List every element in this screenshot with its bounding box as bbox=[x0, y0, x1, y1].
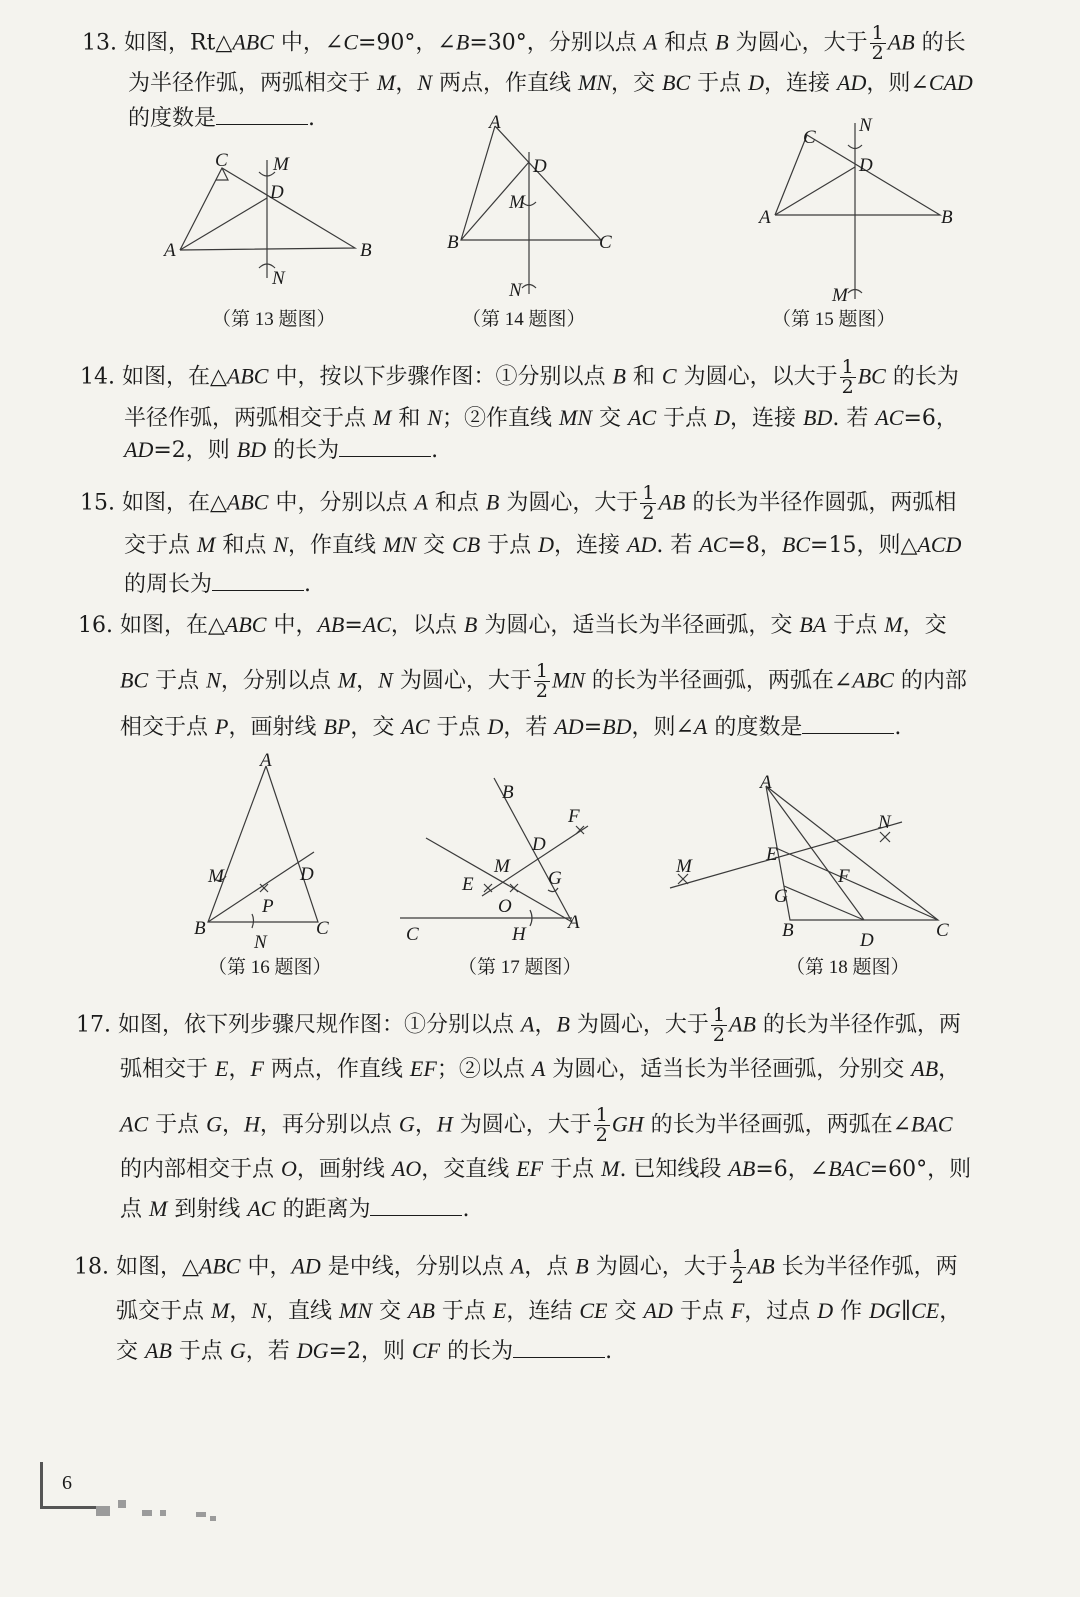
label-N: N bbox=[859, 115, 872, 136]
figure-14 bbox=[445, 112, 625, 307]
q14-line-1: 14. 如图，在△ABC 中，按以下步骤作图：①分别以点 B 和 C 为圆心，以大于 $\frac{1}{2}$ BC 的长为 bbox=[80, 356, 959, 398]
caption-fig-18: （第 18 题图） bbox=[786, 957, 910, 978]
caption-fig-13: （第 13 题图） bbox=[212, 309, 336, 330]
label-F: F bbox=[568, 806, 580, 827]
caption-fig-17: （第 17 题图） bbox=[458, 957, 582, 978]
figure-17 bbox=[400, 770, 620, 950]
label-N: N bbox=[878, 812, 891, 833]
label-C: C bbox=[599, 232, 612, 253]
fraction-half: $\frac{1}{2}$ bbox=[535, 660, 548, 702]
caption-fig-16: （第 16 题图） bbox=[208, 957, 332, 978]
label-G: G bbox=[548, 868, 562, 889]
figure-16 bbox=[190, 750, 350, 955]
label-N: N bbox=[254, 932, 267, 953]
fraction-half: $\frac{1}{2}$ bbox=[731, 1246, 744, 1288]
fraction-half: $\frac{1}{2}$ bbox=[712, 1004, 725, 1046]
caption-fig-14: （第 14 题图） bbox=[462, 309, 586, 330]
q16-line-1: 16. 如图，在△ABC 中，AB=AC，以点 B 为圆心，适当长为半径画弧，交 BA 于点 M，交 bbox=[78, 612, 947, 638]
q14-line-2: 半径作弧，两弧相交于点 M 和 N；②作直线 MN 交 AC 于点 D，连接 BD. 若 AC=6， bbox=[124, 405, 958, 431]
figure-13 bbox=[160, 150, 380, 290]
label-C: C bbox=[215, 150, 228, 171]
label-D: D bbox=[270, 182, 284, 203]
label-E: E bbox=[462, 874, 474, 895]
q18-line-2: 弧交于点 M，N，直线 MN 交 AB 于点 E，连结 CE 交 AD 于点 F，过点 D 作 DG∥CE， bbox=[116, 1298, 962, 1324]
q17-line-5: 点 M 到射线 AC 的距离为 . bbox=[120, 1196, 470, 1222]
q14-line-3: AD=2，则 BD 的长为 . bbox=[124, 437, 439, 463]
label-M: M bbox=[273, 154, 289, 175]
q17-line-2: 弧相交于 E，F 两点，作直线 EF；②以点 A 为圆心，适当长为半径画弧，分别交 AB， bbox=[120, 1056, 961, 1082]
label-E: E bbox=[766, 844, 778, 865]
label-N: N bbox=[272, 268, 285, 289]
q17-line-4: 的内部相交于点 O，画射线 AO，交直线 EF 于点 M. 已知线段 AB=6，∠BAC=60°，则 bbox=[120, 1156, 972, 1182]
label-M: M bbox=[832, 285, 848, 306]
answer-blank-14 bbox=[339, 436, 431, 457]
label-H: H bbox=[512, 924, 526, 945]
q16-line-3: 相交于点 P，画射线 BP，交 AC 于点 D，若 AD=BD，则∠A 的度数是 . bbox=[120, 714, 902, 740]
label-A: A bbox=[489, 112, 501, 133]
page-number: 6 bbox=[62, 1472, 72, 1494]
label-B: B bbox=[502, 782, 514, 803]
answer-blank-18 bbox=[513, 1337, 605, 1358]
q15-line-3: 的周长为 . bbox=[124, 572, 312, 597]
figure-15 bbox=[755, 115, 975, 305]
q13-line-1: 13. 如图，Rt△ABC 中，∠C=90°，∠B=30°，分别以点 A 和点 B 为圆心，大于 $\frac{1}{2}$ AB 的长 bbox=[82, 22, 966, 64]
answer-blank-16 bbox=[802, 713, 894, 734]
label-M: M bbox=[494, 856, 510, 877]
label-C: C bbox=[406, 924, 419, 945]
fraction-half: $\frac{1}{2}$ bbox=[871, 22, 884, 64]
label-P: P bbox=[262, 896, 274, 917]
figure-18 bbox=[660, 770, 960, 950]
q16-line-2: BC 于点 N，分别以点 M，N 为圆心，大于 $\frac{1}{2}$ MN 的长为半径画弧，两弧在∠ABC 的内部 bbox=[120, 660, 967, 702]
label-M: M bbox=[509, 192, 525, 213]
q17-line-1: 17. 如图，依下列步骤尺规作图：①分别以点 A，B 为圆心，大于 $\frac{1}{2}$ AB 的长为半径作弧，两 bbox=[76, 1004, 961, 1046]
fraction-half: $\frac{1}{2}$ bbox=[841, 356, 854, 398]
q18-line-1: 18. 如图，△ABC 中，AD 是中线，分别以点 A，点 B 为圆心，大于 $\frac{1}{2}$ AB 长为半径作弧，两 bbox=[74, 1246, 958, 1288]
label-D: D bbox=[300, 864, 314, 885]
label-A: A bbox=[260, 750, 272, 771]
label-A: A bbox=[568, 912, 580, 933]
label-C: C bbox=[936, 920, 949, 941]
label-M: M bbox=[676, 856, 692, 877]
label-D: D bbox=[859, 155, 873, 176]
label-F: F bbox=[838, 866, 850, 887]
label-N: N bbox=[509, 280, 522, 301]
fraction-half: $\frac{1}{2}$ bbox=[642, 482, 655, 524]
label-C: C bbox=[803, 127, 816, 148]
label-D: D bbox=[533, 156, 547, 177]
footer-decoration bbox=[96, 1500, 226, 1530]
label-D: D bbox=[860, 930, 874, 951]
label-B: B bbox=[360, 240, 372, 261]
q18-line-3: 交 AB 于点 G，若 DG=2，则 CF 的长为 . bbox=[116, 1338, 613, 1364]
label-B: B bbox=[941, 207, 953, 228]
answer-blank-15 bbox=[212, 570, 304, 591]
label-B: B bbox=[194, 918, 206, 939]
label-C: C bbox=[316, 918, 329, 939]
label-A: A bbox=[760, 772, 772, 793]
label-G: G bbox=[774, 886, 788, 907]
answer-blank-13 bbox=[216, 104, 308, 125]
label-M: M bbox=[208, 866, 224, 887]
label-A: A bbox=[759, 207, 771, 228]
label-B: B bbox=[782, 920, 794, 941]
q15-line-1: 15. 如图，在△ABC 中，分别以点 A 和点 B 为圆心，大于 $\frac{1}{2}$ AB 的长为半径作圆弧，两弧相 bbox=[80, 482, 957, 524]
label-D: D bbox=[532, 834, 546, 855]
q13-line-3: 的度数是 . bbox=[128, 106, 316, 131]
label-A: A bbox=[164, 240, 176, 261]
label-O: O bbox=[498, 896, 512, 917]
q17-line-3: AC 于点 G，H，再分别以点 G，H 为圆心，大于 $\frac{1}{2}$ GH 的长为半径画弧，两弧在∠BAC bbox=[120, 1104, 953, 1146]
answer-blank-17 bbox=[370, 1195, 462, 1216]
q15-line-2: 交于点 M 和点 N，作直线 MN 交 CB 于点 D，连接 AD. 若 AC=8，BC=15，则△ACD bbox=[124, 532, 962, 558]
q13-line-2: 为半径作弧，两弧相交于 M，N 两点，作直线 MN，交 BC 于点 D，连接 AD，则∠CAD bbox=[128, 70, 973, 96]
label-B: B bbox=[447, 232, 459, 253]
caption-fig-15: （第 15 题图） bbox=[772, 309, 896, 330]
fraction-half: $\frac{1}{2}$ bbox=[595, 1104, 608, 1146]
